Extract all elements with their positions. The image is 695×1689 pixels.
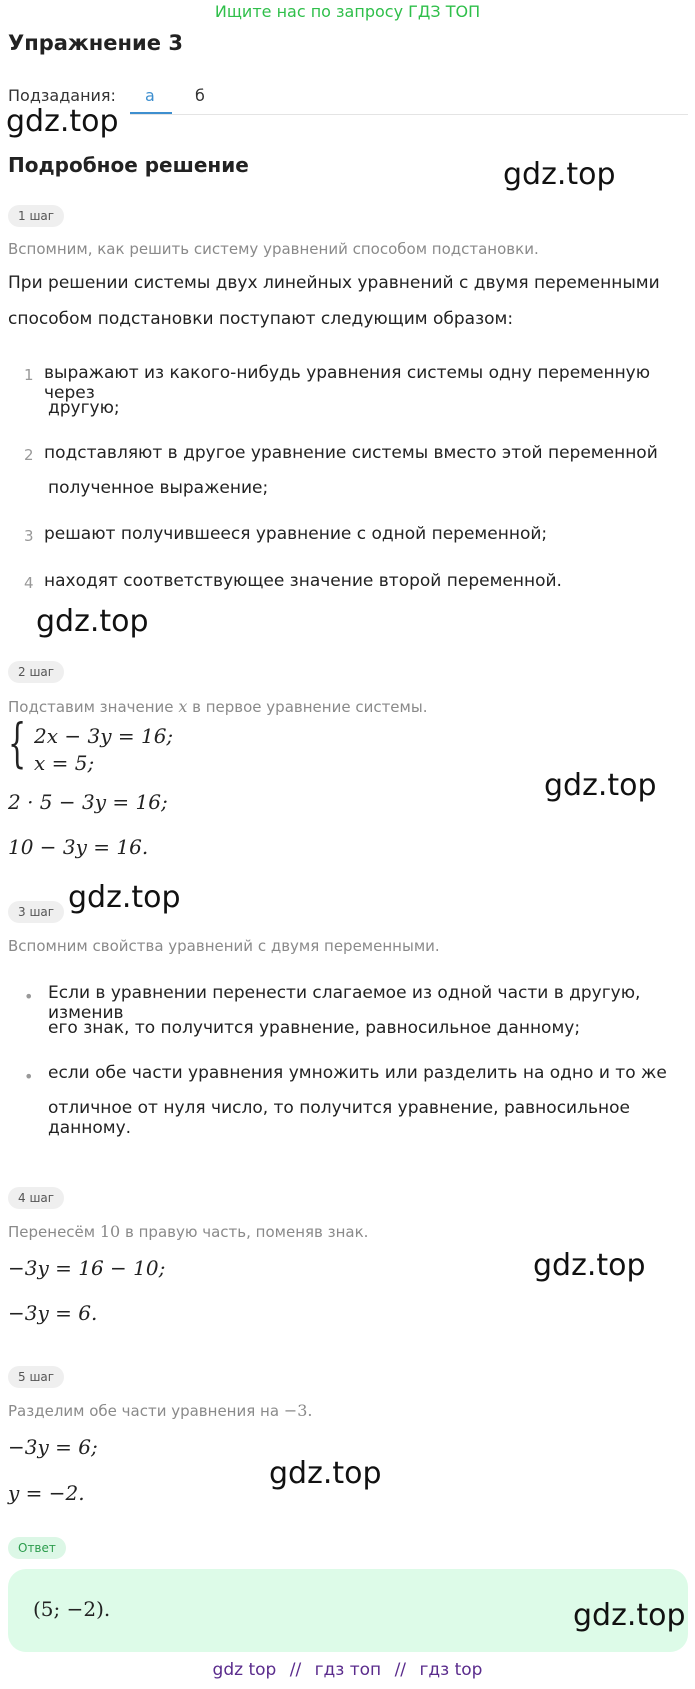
watermark: gdz.top [573, 1598, 686, 1633]
watermark: gdz.top [503, 157, 616, 192]
footer-links [0, 1660, 695, 1680]
step-badge: 1 шаг [8, 205, 64, 227]
step-badge: 3 шаг [8, 901, 64, 923]
step-hint [8, 1222, 368, 1241]
paragraph: способом подстановки поступают следующим образом: [8, 309, 514, 329]
list-number: 3 [24, 527, 34, 545]
equation: x = 5; [34, 751, 95, 775]
page-title: Упражнение 3 [8, 31, 183, 55]
paragraph: При решении системы двух линейных уравнений с двумя переменными [8, 273, 660, 293]
step-hint: Вспомним свойства уравнений с двумя переменными. [8, 937, 440, 955]
bullet-text: его знак, то получится уравнение, равносильное данному; [48, 1018, 581, 1038]
system-brace: { [8, 714, 27, 774]
equation: y = −2. [8, 1481, 85, 1505]
list-item: решают получившееся уравнение с одной переменной; [44, 524, 548, 544]
hint-variable: x [178, 697, 188, 716]
equation: −3y = 6. [8, 1301, 98, 1325]
answer-value: (5; −2). [33, 1597, 111, 1621]
watermark: gdz.top [269, 1456, 382, 1491]
list-number: 2 [24, 446, 34, 464]
equation: −3y = 6; [8, 1435, 98, 1459]
watermark: gdz.top [36, 604, 149, 639]
step-hint [8, 1401, 312, 1420]
equation: 2 · 5 − 3y = 16; [8, 790, 168, 814]
tabs-divider [130, 114, 688, 115]
footer-link[interactable]: гдз top [419, 1660, 483, 1680]
section-title: Подробное решение [8, 153, 249, 177]
tab-subtask-a[interactable]: а [145, 86, 155, 105]
list-item: полученное выражение; [48, 478, 269, 498]
watermark: gdz.top [533, 1248, 646, 1283]
equation: 10 − 3y = 16. [8, 835, 149, 859]
step-hint: Вспомним, как решить систему уравнений способом подстановки. [8, 240, 539, 258]
tab-subtask-b[interactable]: б [195, 86, 205, 105]
hint-text: Разделим обе части уравнения на [8, 1402, 280, 1420]
subtasks-label: Подзадания: [8, 86, 116, 105]
list-item: выражают из какого-нибудь уравнения системы одну переменную через [44, 363, 651, 403]
watermark: gdz.top [544, 768, 657, 803]
list-number: 1 [24, 366, 34, 384]
promo-banner: Ищите нас по запросу ГДЗ ТОП [214, 2, 481, 21]
bullet-text: если обе части уравнения умножить или разделить на одно и то же [48, 1063, 667, 1083]
hint-text: Подставим значение [8, 698, 174, 716]
answer-badge: Ответ [8, 1537, 66, 1559]
watermark: gdz.top [6, 104, 119, 139]
step-hint [8, 697, 427, 716]
footer-link[interactable]: gdz top [212, 1660, 277, 1680]
hint-number: −3. [283, 1401, 313, 1420]
bullet: • [24, 987, 34, 1006]
equation: −3y = 16 − 10; [8, 1256, 166, 1280]
list-item: подставляют в другое уравнение системы вместо этой переменной [44, 443, 658, 463]
hint-number: 10 [99, 1222, 121, 1241]
active-tab-indicator [130, 112, 172, 114]
hint-text: Перенесём [8, 1223, 96, 1241]
list-number: 4 [24, 574, 34, 592]
footer-separator: // [394, 1660, 407, 1680]
list-item: находят соответствующее значение второй переменной. [44, 571, 562, 591]
bullet-text: отличное от нуля число, то получится уравнение, равносильное данному. [48, 1098, 630, 1138]
list-item: другую; [48, 398, 120, 418]
hint-text: в первое уравнение системы. [192, 698, 428, 716]
footer-link[interactable]: гдз топ [314, 1660, 382, 1680]
step-badge: 2 шаг [8, 661, 64, 683]
bullet: • [24, 1067, 34, 1086]
step-badge: 4 шаг [8, 1187, 64, 1209]
step-badge: 5 шаг [8, 1366, 64, 1388]
footer-separator: // [289, 1660, 302, 1680]
equation: 2x − 3y = 16; [34, 724, 174, 748]
hint-text: в правую часть, поменяв знак. [125, 1223, 369, 1241]
watermark: gdz.top [68, 880, 181, 915]
bullet-text: Если в уравнении перенести слагаемое из одной части в другую, изменив [48, 983, 641, 1023]
